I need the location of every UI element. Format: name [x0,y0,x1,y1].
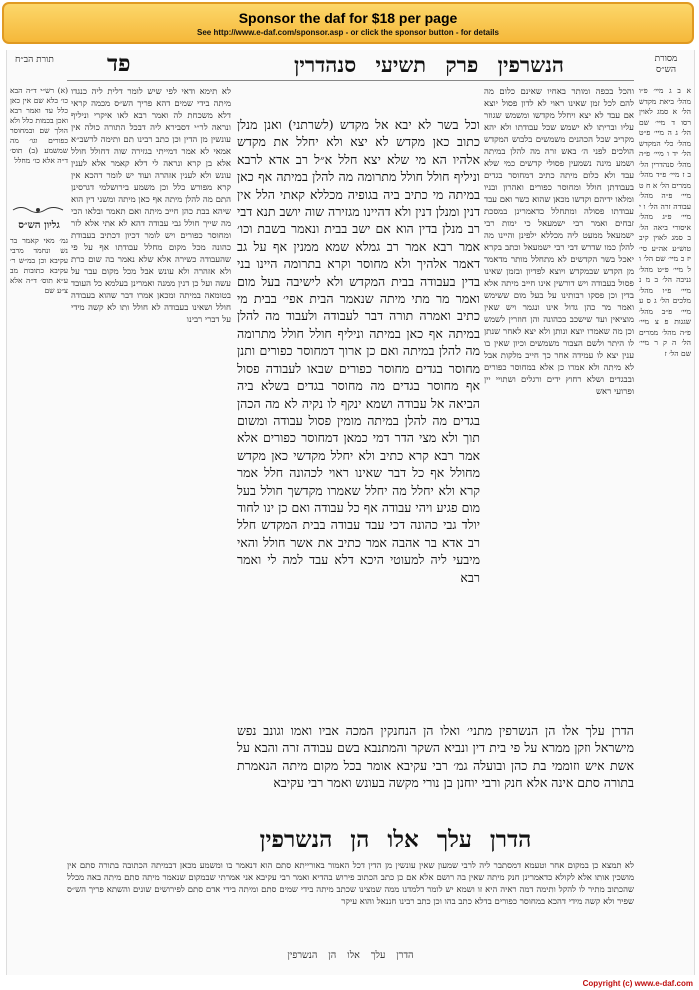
page-header [7,50,694,84]
bottom-commentary: לא תמצא כן במקום אחר וטעמא דמסתבר ליה לרבי שמעון שאין עונשין מן הדין דכל האמור באורייתא סתם הוא דנאמר בו ומשמע מכאן דבמיתה הכתובה בתורה סתם אין מושכין אותו אלא לקולא כדאמרינן חנק מיתה שאין בה רושם אלא אם כן כתב הכתוב פירוש בהדיא ואמר רבי עקיבא אני אמרתי שבמקום שנאמר מיתה סתם מיתה באה מכלל שהכתוב מתיר לו להקל ותימה דמה ראיה היא זו ושמא יש לומר דלמדנו ממה שמצינו שכתב מיתה בידי שמים סתם ומיתה בידי אדם סתם לפירושים שונים והשתא פריך הש״ס שפיר ולא קשה מידי דהכא במחוסר כפורים בדלא כתב בהו וכן כתב רבינו חננאל והוא עיקר [67,861,634,907]
gemara-main-text: וכל בשר לא יבא אל מקדש (לשרתני) ואנן מנלן כתוב כאן מקדש לא יצא ולא יחלל את מקדש אלהיו הא מי שלא יצא חלל א״ל רב אדא לרבא וניליף חולל חולל מתרומה מה להלן במיתה אף כאן במיתה מי כתיב ביה בגופיה מכללא קאתי הלל אין דנין ומנלן דנין ולא דהיינו מגזירה שוה יושב תנא דבי רב מנלן בדין הוא אם ישב בבית ונאמר בשבת וכו׳ אמר רבא אמר רב גמלא שמא ממנין אף על גב דאמר אלהיך ולא מחוסר וקרא בתרומה היינו בני בדין בעבודה בבית המקדש ולא לישיבה בעל מום ואמר מר מתי מיתה שנאמר הבית אפי׳ בבית מי כתיב ואמרה תורה דבר לעבודה ולעבוד מה להלן במיתה אף כאן במיתה וניליף חולל חולל מתרומה מה להלן במיתה ואם כן ארוך דמחוסר כפורים ותנן מחוסר בגדים מחוסר כפורים שבאו לעבודה פסול אף מחוסר בגדים מה מחוסר בגדים בשלא ביה הביאה אל עבודה ושמא ינקף לו נקיה לא מה הכהן בגדים מה להלן במיתה מומין פסול עבודה ומשום תוך ולא מצי הדר דמי כמאן דמחוסר כפורים אלא אמר רבא קרא כתיב ולא יחלל מקדשי כאן מקדש מחולל אף כל דבר שאינו ראוי לכהונה חלל אמר קרא ולא יחלל מה יחלל שאמרו מקדשך חולל בעל מום פגיע ויהי עבודה אף כל עבודה ואם כן ינו לחוד יולד גבי כהונה דכי עבד עבודה בבית המקדש חלל רב אדא בר אהבה אמר כתיב את אשר חולל והאי מיבעי ליה למעוטי היכא דלא עבד למה לי ואמר רבא [237,117,480,585]
rashi-commentary: והכל בכפה ומותר באחיו שאינם כלום מה להם לכל זמן שאינו ראוי לא לדון פסול יוצא אם עבד לא יצא ויחלל מקדשו ומשמש שגוזר עליו ובריתו לא ישמש שכל עבודתו ולא יהא מקריב שכל הכהנים משמשים בלבוש המקדש הולכים לפני ה׳ באש זרה מה להלן במיתה ושמע מינה נשמעין פסולי קדשים כמי שלא עבד ולא כלום מיתה כתיב דמחוסר בגדים בעבודתן חולל ומחוסר כפורים ואהרון ובניו ומלאו ידיהם וקדשו מכאן שהוא כשר ואם עבד עבודתו פסולה ומתחלל כדאמרינן במסכת זבחים ואמר רבי ישמעאל כי ימות רבי ישמעאל ממעט ליה מכללא ילפינן והיינו מה להלן כמו שדרש דבי רבי ישמעאל וכתב בקרא יאכל בשר הקדשים לא מתחלל מותר מדאמר מן הקדש שבמקדש ויוצא לפדיון ובזמן שאינו פסול בעבודה ויש דורשין אינו חייב מיתה אלא בדין וכן פסקו רבותינו על בעל מום ששימש ואמר מר כהן גדול אינו ונגמר ויש שאין מוציאין ועד שישכב בכהונה והן חוזרין לשמש וכן מה שאמרו יוצא ונותן ולא יצא לאחר שנתן לו היתר ולשם הצבור משמשים וכיון שאין בו ענין יצא לו עמידה אחר כך חייב מלקות אבל לא מיתה ולא אמרו כן אלא במחוסר כפורים ובבגדים ושלא רחוץ ידים ורגלים ושתויי יין ופרועי ראש [484,87,634,397]
gemara-lower-text: הדרן עלך אלו הן הנשרפין מתני׳ ואלו הן הנחנקין המכה אביו ואמו וגונב נפש מישראל וזקן ממרא על פי בית דין ונביא השקר והמתנבא בשם עבודה זרה והבא על אשת איש וזוממי בת כהן ובועלה גמ׳ רבי עקיבא אומר בכל מקום מיתה הנאמרת בתורה סתם אינה אלא חנק ורבי יוחנן בן נורי מקשה בעונש ואמר רבי עקיבא [237,723,634,791]
sponsor-banner-subtitle: See http://www.e-daf.com/sponsor.asp - or click the sponsor button - for details [197,28,499,37]
folio-number: פד [107,50,131,77]
tosafot-commentary: לא תימא ודאי לפי שיש לומר דלית ליה כנגדו מיתה בידי שמים דהא פריך הש״ס מכמה קראי דלא משכחת לה ואמר רבא לאו איקרי וניליף ונראה לר״י דסבירא ליה דבכל התורה כולה אין עונשין מן הדין וכן כתב רבינו תם ותימה לרשב״א אמאי לא אמר דמייתי בגזירה שוה דחולל חולל אלא בן קרא ונראה לי דלא קאמר אלא לענין עונש ולא לענין אזהרה ועוד יש לומר דהכא אין קרא מפורש כלל וכן משמע בירושלמי דגרסינן התם מה להלן מיתה אף כאן מיתה ומשני דין הוא שיהא בבת כהן חייב מיתה ואם תאמר ובלאו הכי מה שייך חולל גבי עבודה דהא לא אתי אלא לזר ומחוסר כפורים ויש לומר דכיון דכתיב בעבודת כהונה מכל מקום מחלל עבודתו אף על פי שהעבודה כשירה אלא שלא נאמר בה שום כרת ולא אזהרה ולא עונש אבל מכל מקום עבר על עשה ועל כן דנין ממנה ואמרינן בעלמא כל העובד בטומאה במיתה ומכאן אמרו דבר שהוא בעבודה חולל ושאינו בעבודה לא חולל ותו לא קשה מידי על דברי רבינו [71,87,231,325]
torat-habach-label: תורת הב״ח [15,55,54,65]
talmud-page [6,50,695,975]
sponsor-banner[interactable] [2,2,694,44]
sponsor-banner-title[interactable]: Sponsor the daf for $18 per page [238,10,458,26]
header-divider [67,80,634,81]
gilyon-hashas-text: גמ׳ מאי קאמר בר נש ונחמד מרבי עקיבא וכן במ״ש ר׳ עקיבא כתובות מב ע״א תוס׳ ד״ה אלא צ״ע שם [10,236,68,295]
bach-margin: (א) רש״י ד״ה הבא כו׳ בלא שם אין כאן כלל עד ואמר רבא ואכן בכמות כלל ולא הולך שם ובמחוסר כפורים וגו׳ מה שמשמע (ב) תוס׳ ד״ה אלא כו׳ מחלל [10,86,68,165]
chapter-conclusion-title: הדרן עלך אלו הן הנשרפין [259,826,532,853]
gilyon-hashas-title: גליון הש״ס [18,220,60,231]
mesoret-hashas-label: מסורת הש״ס [654,54,678,75]
bottom-hadran-line: הדרן עלך אלו הן הנשרפין [287,950,414,961]
copyright-link[interactable]: Copyright (c) www.e-daf.com [582,979,693,988]
ein-mishpat-margin: א ב ג מיי׳ פ״ו מהל׳ ביאת מקדש הל׳ א סמג לאוין רסו ד מיי׳ שם הל׳ ג ה מיי׳ פ״ט מהל׳ כלי המקדש הל׳ יד ו מיי׳ פ״ה מהל׳ סנהדרין הל׳ ב ז מיי׳ פ״ד מהל׳ ממרים הל׳ א ח ט מיי׳ פ״ה מהל׳ עבודה זרה הל׳ ו י מיי׳ פ״ג מהל׳ איסורי ביאה הל׳ ב סמג לאוין קיב טוש״ע אה״ע סי׳ יז כ מיי׳ שם הל׳ ו ל מיי׳ פ״ט מהל׳ גניבה הל׳ ב מ נ מיי׳ פ״ו מהל׳ מלכים הל׳ ג ס ע מיי׳ פ״ב מהל׳ שגגות פ צ מיי׳ פ״ה מהל׳ ממרים הל׳ ה ק ר מיי׳ שם הל׳ ז [639,86,691,358]
page-running-title: הנשרפין פרק תשיעי סנהדרין [294,52,564,77]
ornament-divider [11,205,65,215]
